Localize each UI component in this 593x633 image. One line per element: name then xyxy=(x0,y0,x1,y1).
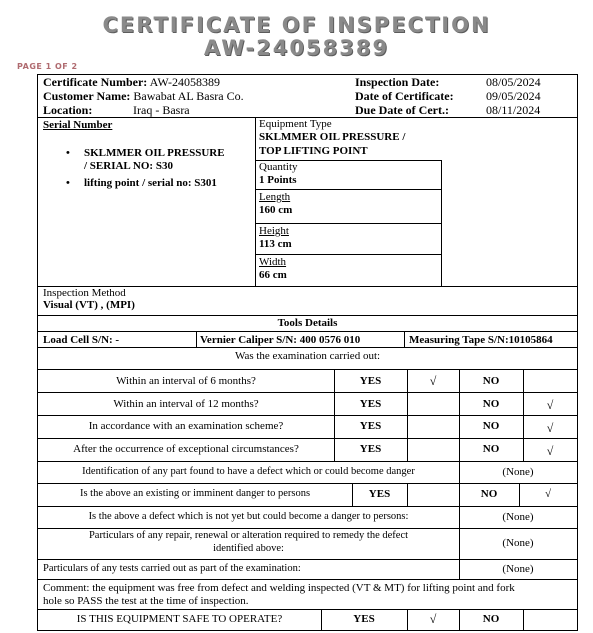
interval-12-months-question: Within an interval of 12 months? xyxy=(113,398,259,410)
check-icon: √ xyxy=(429,612,437,626)
divider xyxy=(38,461,577,462)
serial-item xyxy=(64,147,225,173)
location-label: Location: xyxy=(43,103,93,117)
yes-label: YES xyxy=(359,420,382,432)
exam-question: Was the examination carried out: xyxy=(234,350,381,362)
yes-label: YES xyxy=(368,488,391,500)
cert-number-label: Certificate Number: xyxy=(43,75,148,89)
repair-particulars-answer: (None) xyxy=(502,537,534,549)
future-danger-question: Is the above a defect which is not yet but could become a danger to persons: xyxy=(88,511,409,522)
divider xyxy=(38,579,577,580)
divider xyxy=(38,315,577,316)
divider xyxy=(38,483,577,484)
interval-6-months-question: Within an interval of 6 months? xyxy=(116,375,256,387)
comment-line2: hole so PASS the test at the time of inspection. xyxy=(43,595,249,607)
yes-label: YES xyxy=(359,375,382,387)
equipment-type-line1: SKLMMER OIL PRESSURE / xyxy=(259,131,406,143)
serial-item-line1: SKLMMER OIL PRESSURE xyxy=(84,147,225,159)
defect-identification-question: Identification of any part found to have a defect which or could become danger xyxy=(82,466,415,477)
cert-date-value: 09/05/2024 xyxy=(486,89,541,103)
customer-row xyxy=(43,90,244,102)
divider xyxy=(38,438,577,439)
customer-label: Customer Name: xyxy=(43,89,131,103)
bullet-icon: • xyxy=(66,147,70,159)
check-icon: √ xyxy=(544,488,552,500)
height-label: Height xyxy=(259,225,289,237)
divider xyxy=(38,559,577,560)
no-label: NO xyxy=(482,398,500,410)
width-label: Width xyxy=(259,256,287,268)
check-icon: √ xyxy=(546,421,554,435)
imminent-danger-question: Is the above an existing or imminent danger to persons xyxy=(79,488,311,499)
no-label: NO xyxy=(480,488,498,500)
width-value: 66 cm xyxy=(259,269,287,281)
inspection-method-value: Visual (VT) , (MPI) xyxy=(43,299,135,311)
quantity-value: 1 Points xyxy=(259,174,297,186)
certificate-title: CERTIFICATE OF INSPECTION xyxy=(102,13,491,37)
safe-to-operate-question: IS THIS EQUIPMENT SAFE TO OPERATE? xyxy=(76,613,283,625)
repair-particulars-line2: identified above: xyxy=(213,543,284,554)
inspection-date-value: 08/05/2024 xyxy=(486,75,541,89)
divider xyxy=(404,331,405,347)
divider xyxy=(441,160,442,286)
page-indicator: PAGE 1 OF 2 xyxy=(17,62,78,71)
divider xyxy=(38,609,577,610)
divider xyxy=(407,483,408,506)
certificate-number-title: AW-24058389 xyxy=(203,36,390,60)
divider xyxy=(255,223,441,224)
no-label: NO xyxy=(482,375,500,387)
serial-number-label: Serial Number xyxy=(43,119,113,131)
divider xyxy=(523,609,524,630)
equipment-type-label: Equipment Type xyxy=(259,118,332,130)
tests-particulars-answer: (None) xyxy=(502,563,534,575)
divider xyxy=(255,254,441,255)
no-label: NO xyxy=(482,420,500,432)
inspection-date-label: Inspection Date: xyxy=(355,75,440,89)
divider xyxy=(38,528,577,529)
quantity-label: Quantity xyxy=(259,161,298,173)
comment-line1: Comment: the equipment was free from defect and welding inspected (VT & MT) for lifting point and fork xyxy=(43,582,515,594)
examination-scheme-question: In accordance with an examination scheme? xyxy=(88,420,284,432)
divider xyxy=(255,189,441,190)
serial-item xyxy=(64,177,225,190)
load-cell: Load Cell S/N: - xyxy=(43,334,120,346)
bullet-icon: • xyxy=(66,177,70,189)
no-label: NO xyxy=(482,613,500,625)
divider xyxy=(38,415,577,416)
divider xyxy=(38,347,577,348)
repair-particulars-line1: Particulars of any repair, renewal or alteration required to remedy the defect xyxy=(88,530,409,541)
serial-item-line2: / SERIAL NO: S30 xyxy=(84,160,173,172)
customer-value: Bawabat AL Basra Co. xyxy=(133,89,244,103)
yes-label: YES xyxy=(359,398,382,410)
divider xyxy=(255,117,256,286)
defect-identification-answer: (None) xyxy=(502,466,534,478)
yes-label: YES xyxy=(353,613,375,625)
serial-item-line1: lifting point / serial no: S301 xyxy=(84,177,217,189)
due-date-value: 08/11/2024 xyxy=(486,103,541,117)
yes-label: YES xyxy=(359,443,382,455)
due-date-label: Due Date of Cert.: xyxy=(355,103,449,117)
length-label: Length xyxy=(259,191,291,203)
tests-particulars-question: Particulars of any tests carried out as part of the examination: xyxy=(43,563,301,574)
future-danger-answer: (None) xyxy=(502,511,534,523)
certificate-form xyxy=(37,74,578,631)
divider xyxy=(38,331,577,332)
divider xyxy=(38,369,577,370)
serial-list xyxy=(64,147,225,190)
vernier-caliper: Vernier Caliper S/N: 400 0576 010 xyxy=(200,334,361,346)
length-value: 160 cm xyxy=(259,204,293,216)
check-icon: √ xyxy=(546,444,554,458)
height-value: 113 cm xyxy=(259,238,292,250)
divider xyxy=(38,506,577,507)
divider xyxy=(196,331,197,347)
location-value: Iraq - Basra xyxy=(133,103,190,117)
inspection-method-label: Inspection Method xyxy=(43,287,126,299)
tools-heading: Tools Details xyxy=(277,317,338,329)
check-icon: √ xyxy=(429,374,437,388)
cert-date-label: Date of Certificate: xyxy=(355,89,454,103)
divider xyxy=(38,392,577,393)
equipment-type-line2: TOP LIFTING POINT xyxy=(259,145,368,157)
check-icon: √ xyxy=(546,398,554,412)
cert-number-row xyxy=(43,76,220,88)
no-label: NO xyxy=(482,443,500,455)
exceptional-circumstances-question: After the occurrence of exceptional circumstances? xyxy=(73,443,299,455)
cert-number-value: AW-24058389 xyxy=(149,75,221,89)
measuring-tape: Measuring Tape S/N:10105864 xyxy=(409,334,553,346)
